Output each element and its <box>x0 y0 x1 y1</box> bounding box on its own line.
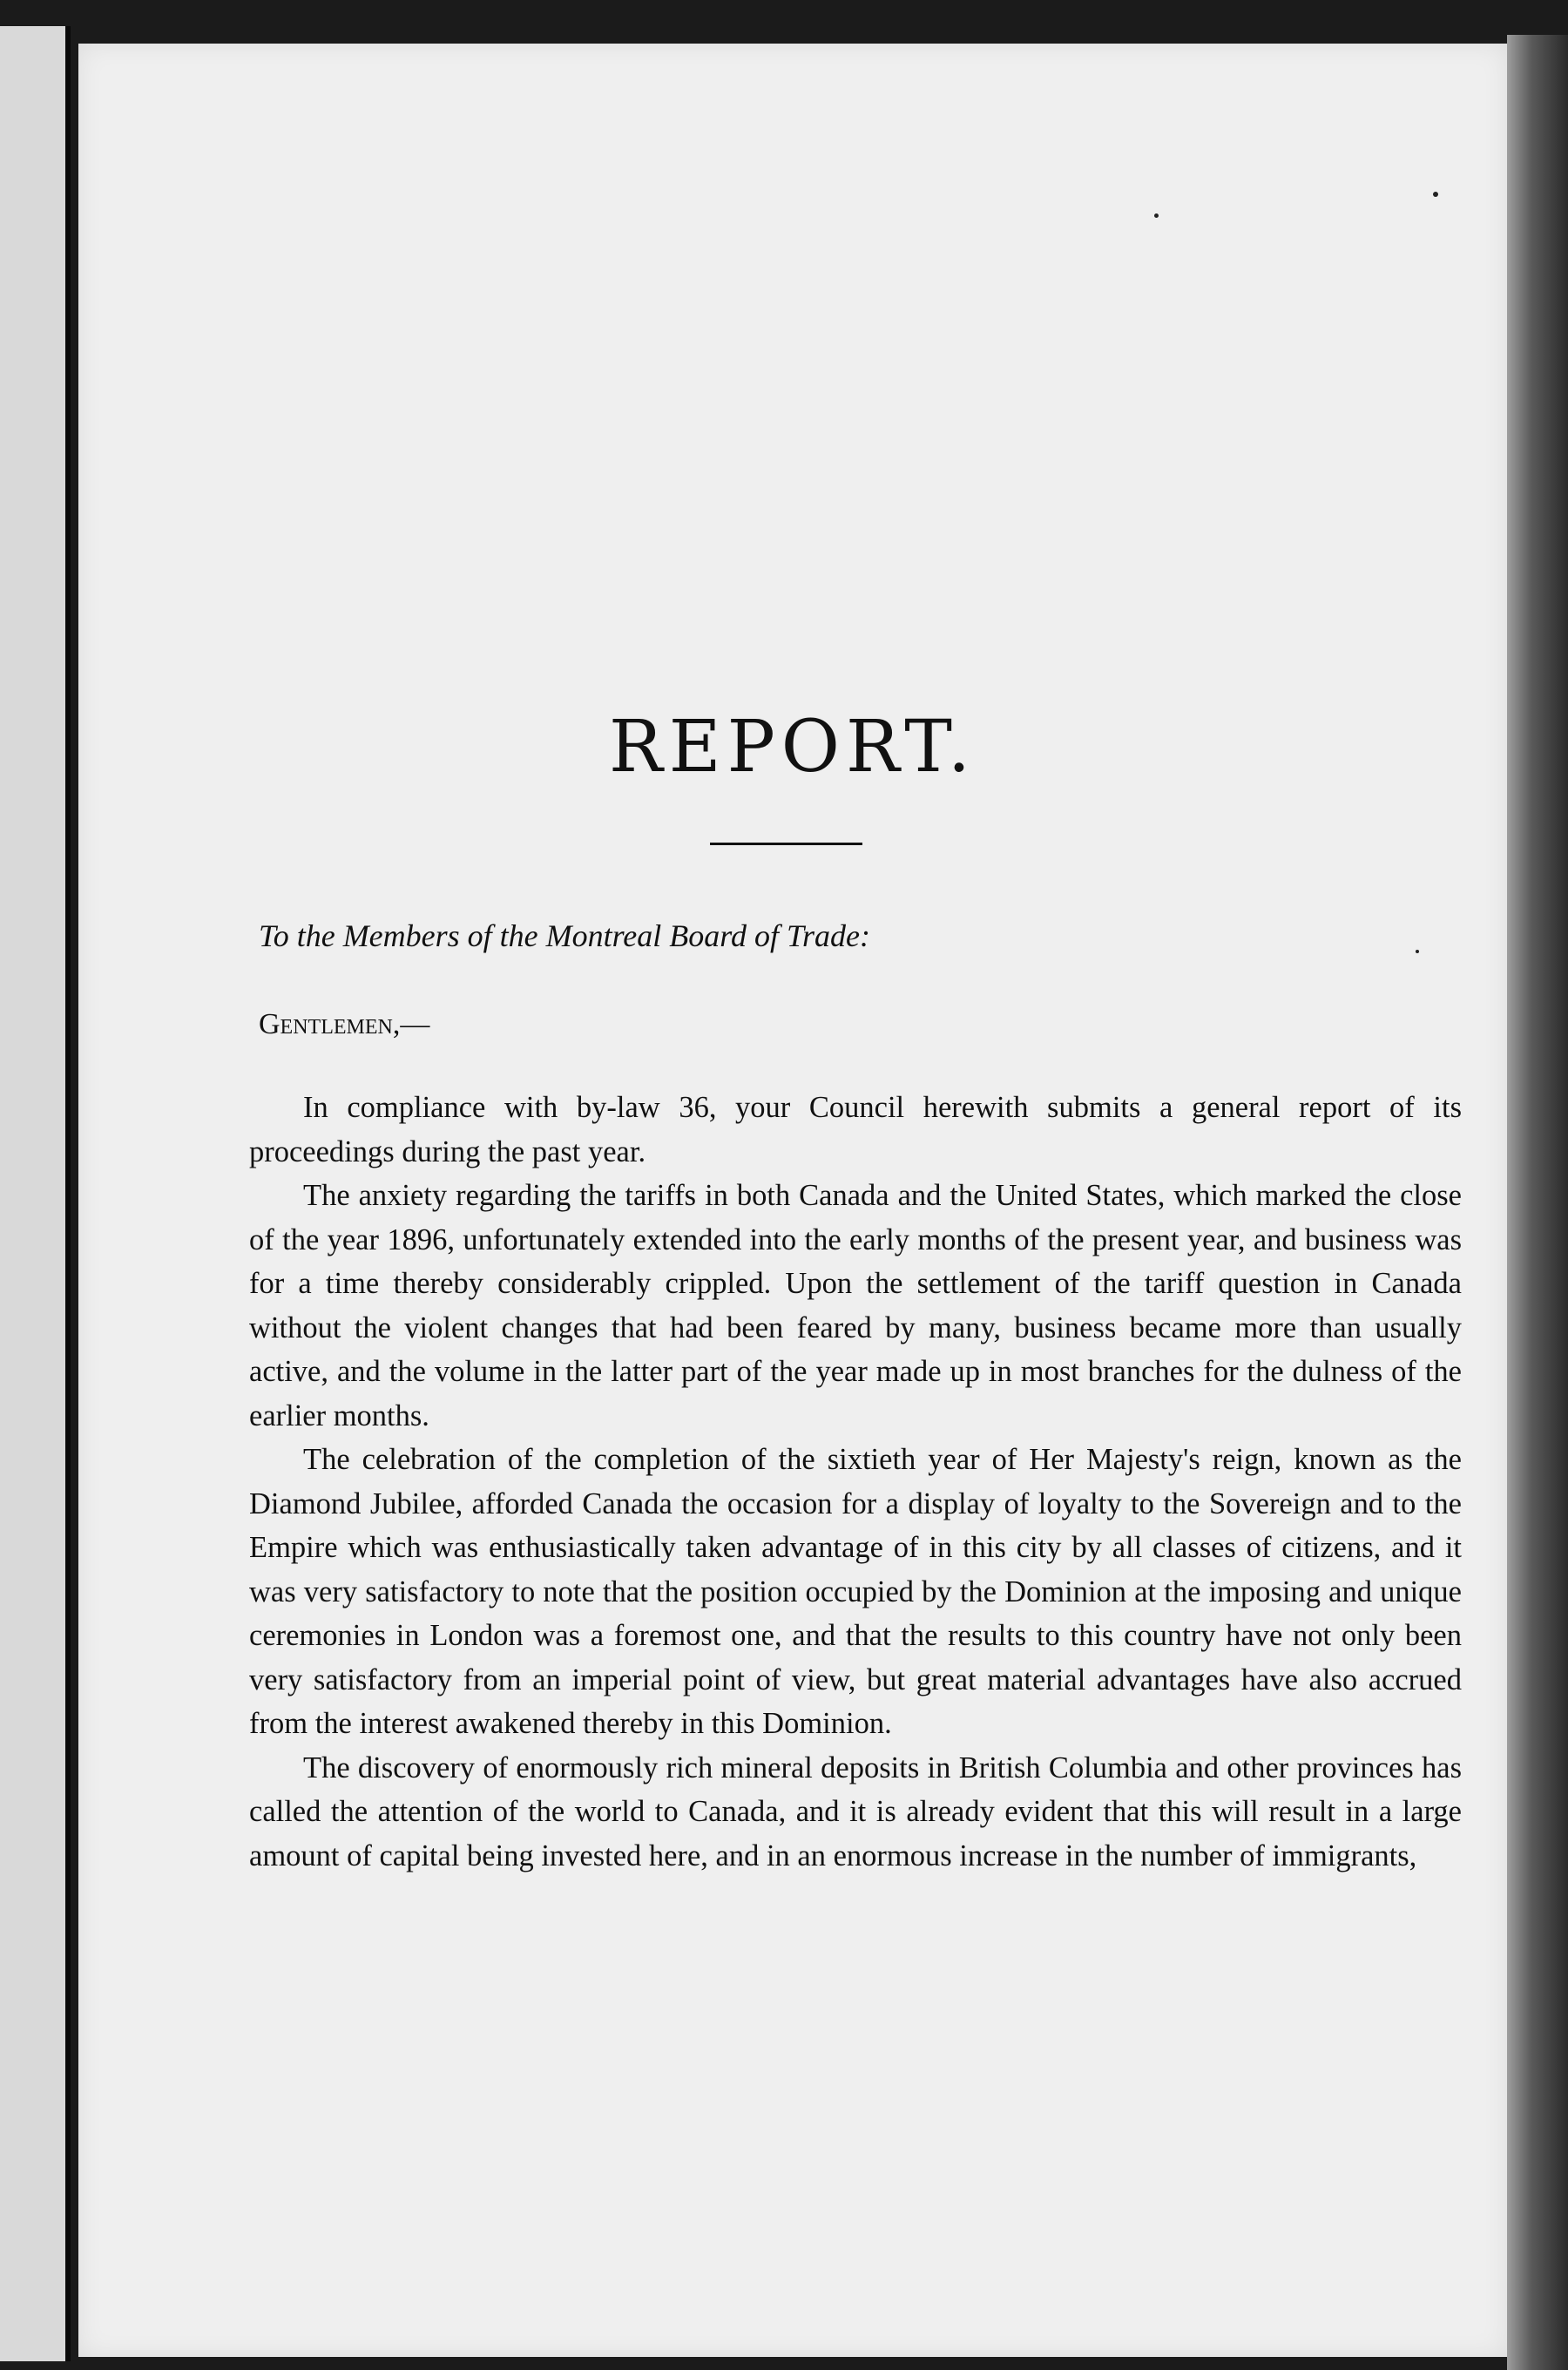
paragraph: The celebration of the completion of the sixtieth year of Her Majesty's reign, known as the Diamond Jubilee, afforded Canada the occasion for a display of loyalty to the Sovereign and to the Empire which was enthusiastically taken advantage of in this city by all classes of citizens, and it was very satisfactory to note that the position occupied by the Dominion at the imposing and unique ceremonies in London was a foremost one, and that the results to this country have not only been very satisfactory from an imperial point of view, but great material advantages have also accrued from the interest awakened thereby in this Dominion. <box>249 1443 1462 1740</box>
scan-speck <box>1154 213 1159 218</box>
scan-speck <box>1433 192 1438 197</box>
report-title: REPORT. <box>608 706 977 789</box>
facing-page-edge <box>0 26 71 2361</box>
title-rule <box>710 843 862 845</box>
greeting: Gentlemen,— <box>259 1008 430 1040</box>
scan-speck <box>1416 950 1419 953</box>
paragraph: In compliance with by-law 36, your Council herewith submits a general report of its proceedings during the past year. <box>249 1091 1462 1168</box>
salutation: To the Members of the Montreal Board of Trade: <box>259 918 870 953</box>
paragraph: The discovery of enormously rich mineral deposits in British Columbia and other provinces has called the attention of the world to Canada, and it is already evident that this will result in a large amount of capital being invested here, and in an enormous increase in the number of immigrants, <box>249 1750 1462 1872</box>
paragraph: The anxiety regarding the tariffs in both Canada and the United States, which marked the close of the year 1896, unfortunately extended into the early months of the present year, and business was for a time thereby considerably crippled. Upon the settlement of the tariff question in Canada without the violent changes that had been feared by many, business became more than usually active, and the volume in the latter part of the year made up in most branches for the dulness of the earlier months. <box>249 1179 1462 1432</box>
document-page <box>78 44 1507 2357</box>
book-edge <box>1507 35 1568 2370</box>
report-body <box>249 1086 1462 1878</box>
